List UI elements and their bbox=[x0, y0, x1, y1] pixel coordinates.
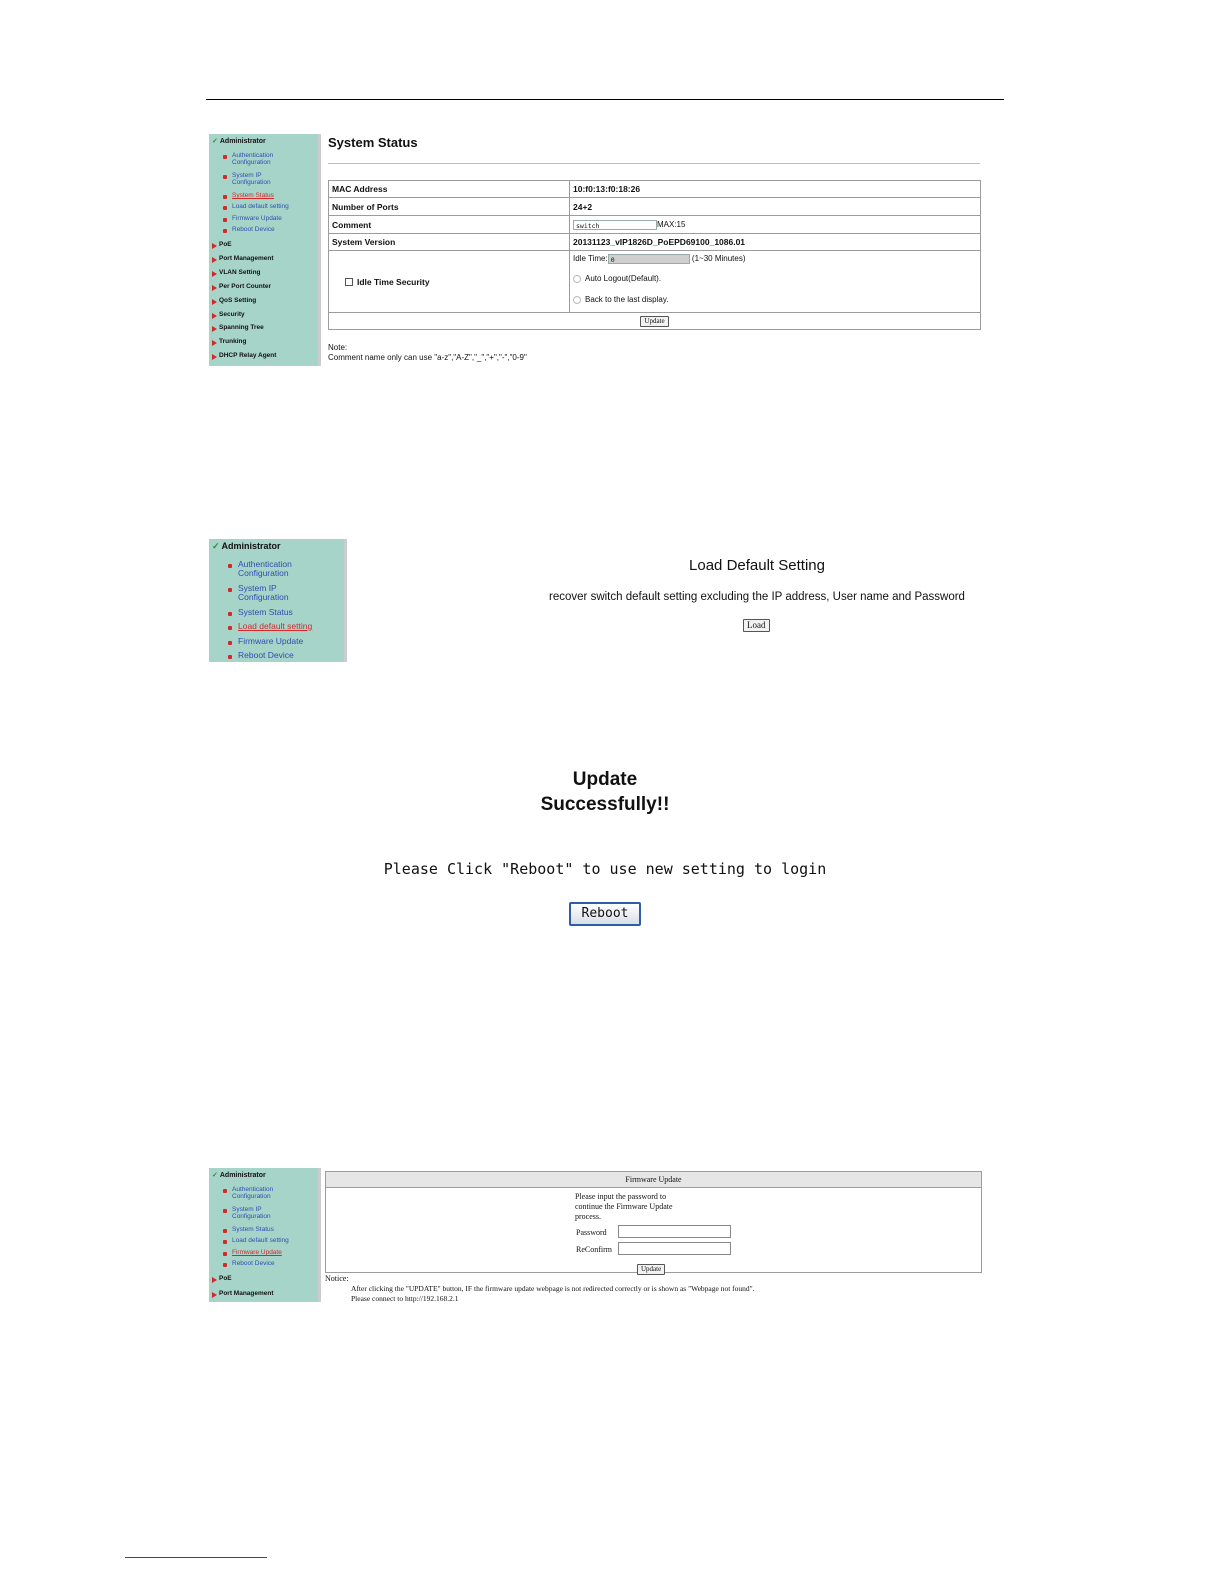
sidebar-item-firmware-update[interactable]: Firmware Update bbox=[238, 636, 304, 646]
idle-security-checkbox[interactable] bbox=[345, 278, 353, 286]
sidebar-menu-vlan-setting[interactable]: VLAN Setting bbox=[219, 269, 261, 276]
sidebar-menu-port-management[interactable]: Port Management bbox=[219, 1290, 274, 1297]
table-row bbox=[329, 313, 981, 330]
firmware-intro-line1: Please input the password to bbox=[575, 1192, 667, 1201]
row-label: Number of Ports bbox=[329, 198, 570, 216]
reboot-instruction: Please Click "Reboot" to use new setting to login bbox=[383, 860, 827, 878]
sidebar-menu-per-port-counter[interactable]: Per Port Counter bbox=[219, 283, 272, 290]
bullet-icon bbox=[223, 155, 227, 159]
bullet-icon bbox=[223, 218, 227, 222]
page-title: System Status bbox=[328, 135, 418, 150]
title-divider bbox=[328, 163, 980, 164]
password-label: Password bbox=[576, 1228, 607, 1237]
bullet-icon bbox=[228, 564, 232, 568]
sidebar-item-reboot-device[interactable]: Reboot Device bbox=[232, 226, 275, 233]
table-row bbox=[329, 198, 981, 216]
check-icon: ✓ bbox=[212, 541, 220, 551]
comment-input[interactable]: switch bbox=[573, 220, 657, 230]
ports-value: 24+2 bbox=[570, 198, 981, 216]
sidebar-item-load-default[interactable]: Load default setting bbox=[232, 1237, 289, 1244]
sidebar-menu-qos-setting[interactable]: QoS Setting bbox=[219, 297, 257, 304]
sidebar-item-authentication[interactable]: Authentication Configuration bbox=[232, 152, 274, 166]
arrow-icon bbox=[212, 271, 217, 277]
sidebar-header-label: Administrator bbox=[221, 541, 281, 551]
row-label: MAC Address bbox=[329, 181, 570, 198]
bullet-icon bbox=[228, 641, 232, 645]
arrow-icon bbox=[212, 354, 217, 360]
sidebar-item-firmware-update[interactable]: Firmware Update bbox=[232, 215, 282, 222]
sidebar-menu-port-management[interactable]: Port Management bbox=[219, 255, 274, 262]
load-default-description: recover switch default setting excluding the IP address, User name and Password bbox=[549, 591, 965, 603]
check-icon: ✓ bbox=[212, 138, 218, 145]
table-row bbox=[329, 251, 981, 313]
sidebar-menu-spanning-tree[interactable]: Spanning Tree bbox=[219, 324, 264, 331]
password-input[interactable] bbox=[618, 1225, 731, 1238]
bullet-icon bbox=[223, 1189, 227, 1193]
idle-security-label: Idle Time Security bbox=[357, 276, 430, 287]
footer-link-underline[interactable] bbox=[125, 1557, 267, 1558]
reconfirm-input[interactable] bbox=[618, 1242, 731, 1255]
sidebar-item-system-status[interactable]: System Status bbox=[238, 607, 293, 617]
sidebar-header[interactable] bbox=[212, 137, 266, 145]
arrow-icon bbox=[212, 1277, 217, 1283]
reconfirm-label: ReConfirm bbox=[576, 1245, 612, 1254]
arrow-icon bbox=[212, 1292, 217, 1298]
firmware-header: Firmware Update bbox=[326, 1172, 981, 1188]
bullet-icon bbox=[223, 1263, 227, 1267]
back-to-last-label: Back to the last display. bbox=[585, 295, 669, 304]
bullet-icon bbox=[228, 612, 232, 616]
sidebar-item-authentication[interactable]: Authentication Configuration bbox=[238, 559, 292, 578]
bullet-icon bbox=[228, 588, 232, 592]
sidebar-item-reboot-device[interactable]: Reboot Device bbox=[238, 650, 294, 660]
arrow-icon bbox=[212, 243, 217, 249]
bullet-icon bbox=[223, 1229, 227, 1233]
bullet-icon bbox=[223, 195, 227, 199]
notice-title: Notice: bbox=[325, 1274, 349, 1283]
row-label: Comment bbox=[329, 216, 570, 234]
sidebar bbox=[209, 539, 347, 662]
firmware-intro-line3: process. bbox=[575, 1212, 601, 1221]
comment-max-label: MAX:15 bbox=[657, 219, 686, 229]
arrow-icon bbox=[212, 326, 217, 332]
arrow-icon bbox=[212, 299, 217, 305]
auto-logout-label: Auto Logout(Default). bbox=[585, 274, 662, 283]
system-version-value: 20131123_vIP1826D_PoEPD69100_1086.01 bbox=[570, 234, 981, 251]
check-icon: ✓ bbox=[212, 1172, 218, 1179]
sidebar-item-authentication[interactable]: Authentication Configuration bbox=[232, 1186, 274, 1200]
sidebar-menu-poe[interactable]: PoE bbox=[219, 241, 232, 248]
sidebar-header-label: Administrator bbox=[219, 1172, 266, 1179]
sidebar-item-system-status[interactable]: System Status bbox=[232, 192, 274, 199]
sidebar-item-system-ip[interactable]: System IP Configuration bbox=[232, 172, 271, 186]
sidebar-item-system-status[interactable]: System Status bbox=[232, 1226, 274, 1233]
load-default-title: Load Default Setting bbox=[689, 557, 825, 574]
status-table bbox=[328, 180, 981, 330]
idle-time-label: Idle Time: bbox=[573, 254, 608, 264]
idle-time-range: (1~30 Minutes) bbox=[691, 254, 746, 264]
sidebar-header[interactable] bbox=[212, 1171, 266, 1179]
sidebar-item-system-ip[interactable]: System IP Configuration bbox=[238, 583, 289, 602]
arrow-icon bbox=[212, 313, 217, 319]
firmware-update-button[interactable]: Update bbox=[637, 1264, 665, 1275]
note-text: Comment name only can use "a-z","A-Z","_","+","-","0-9" bbox=[328, 353, 527, 362]
sidebar-header-label: Administrator bbox=[219, 138, 266, 145]
auto-logout-radio[interactable] bbox=[573, 275, 581, 283]
sidebar bbox=[209, 1168, 321, 1302]
sidebar-item-reboot-device[interactable]: Reboot Device bbox=[232, 1260, 275, 1267]
success-title-line2: Successfully!! bbox=[540, 794, 670, 815]
sidebar bbox=[209, 134, 321, 366]
idle-time-input[interactable]: 0 bbox=[608, 254, 690, 264]
sidebar-item-system-ip[interactable]: System IP Configuration bbox=[232, 1206, 271, 1220]
sidebar-item-load-default[interactable]: Load default setting bbox=[232, 203, 289, 210]
arrow-icon bbox=[212, 257, 217, 263]
sidebar-menu-dhcp-relay[interactable]: DHCP Relay Agent bbox=[219, 352, 277, 359]
sidebar-header[interactable] bbox=[212, 541, 281, 552]
sidebar-menu-poe[interactable]: PoE bbox=[219, 1275, 232, 1282]
sidebar-menu-trunking[interactable]: Trunking bbox=[219, 338, 247, 345]
bullet-icon bbox=[223, 175, 227, 179]
bullet-icon bbox=[223, 229, 227, 233]
arrow-icon bbox=[212, 285, 217, 291]
notice-line1: After clicking the "UPDATE" button, IF the firmware update webpage is not redirected correctly or is shown as "Webpage not found". bbox=[351, 1284, 755, 1293]
arrow-icon bbox=[212, 340, 217, 346]
sidebar-menu-security[interactable]: Security bbox=[219, 311, 245, 318]
table-row bbox=[329, 181, 981, 198]
sidebar-item-load-default[interactable]: Load default setting bbox=[238, 621, 313, 631]
notice-line2: Please connect to http://192.168.2.1 bbox=[351, 1294, 459, 1303]
note-title: Note: bbox=[328, 343, 348, 352]
bullet-icon bbox=[223, 1240, 227, 1244]
table-row bbox=[329, 234, 981, 251]
update-button[interactable]: Update bbox=[640, 316, 668, 327]
header-rule bbox=[206, 99, 1004, 100]
bullet-icon bbox=[223, 1209, 227, 1213]
success-title-line1: Update bbox=[572, 769, 638, 790]
mac-address-value: 10:f0:13:f0:18:26 bbox=[570, 181, 981, 198]
table-row bbox=[329, 216, 981, 234]
row-label: System Version bbox=[329, 234, 570, 251]
bullet-icon bbox=[228, 655, 232, 659]
firmware-panel bbox=[325, 1171, 982, 1273]
back-to-last-radio[interactable] bbox=[573, 296, 581, 304]
firmware-intro-line2: continue the Firmware Update bbox=[575, 1202, 673, 1211]
reboot-button[interactable]: Reboot bbox=[569, 902, 641, 926]
bullet-icon bbox=[228, 626, 232, 630]
bullet-icon bbox=[223, 206, 227, 210]
bullet-icon bbox=[223, 1252, 227, 1256]
load-button[interactable]: Load bbox=[743, 619, 770, 632]
sidebar-item-firmware-update[interactable]: Firmware Update bbox=[232, 1249, 282, 1256]
